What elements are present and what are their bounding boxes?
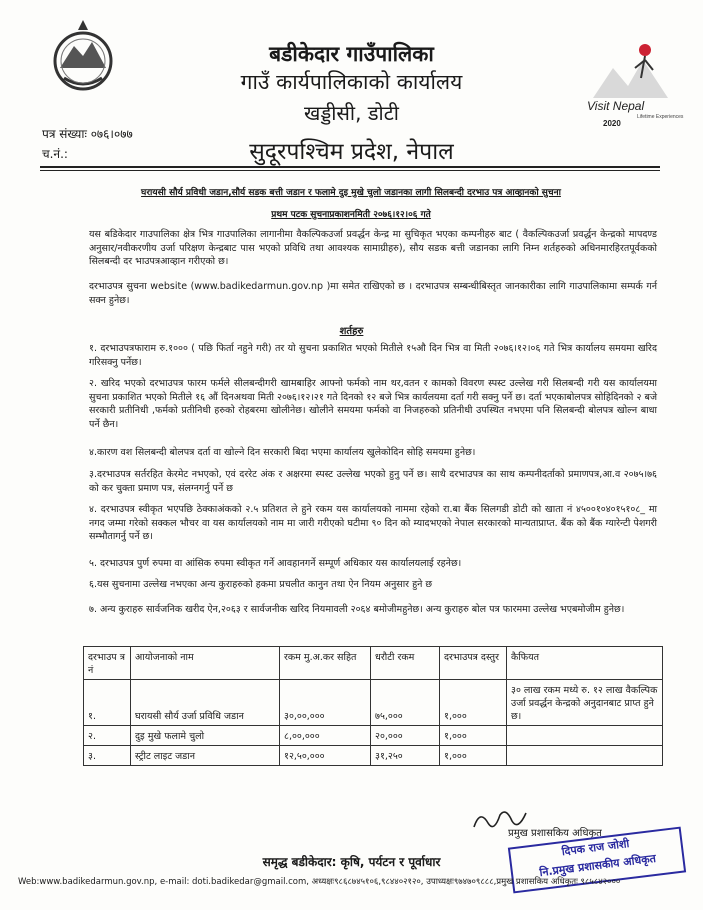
cell-remarks [507, 726, 663, 746]
cell-project: घरायसी सौर्य उर्जा प्रविधि जडान [131, 680, 280, 726]
table-row [84, 726, 663, 746]
cell-project: दुइ मुखे फलामे चुलो [131, 726, 280, 746]
cell-deposit: ३१,२५० [371, 746, 440, 766]
tender-table [83, 646, 663, 766]
col-header: दरभाउपत्र दस्तुर [440, 647, 507, 680]
notice-intro-paragraph: यस बडिकेदार गाउपालिका क्षेत्र भित्र गाउपालिका लागानीमा वैकल्पिकउर्जा प्रवर्द्धन केन्द्र मा सुचिकृत भएका कम्पनीहरु बाट ( वैकल्पिकउर्जा प्रवर्द्धन केन्द्रको मापदण्ड अनुसार/नवीकरणीय उर्जा परिक्षण केन्द्रबाट पास भएको प्रविधि तथा आवश्यक सामाग्रीहरु), सौय सडक बत्ती जडानका लागि निम्न शर्तहरुको अधिनमारहिरतपूर्वकको सिलबन्दी दर भाउपत्रआव्हान गरीएको छ। [89, 229, 657, 267]
table-header-row [84, 647, 663, 680]
header-divider-thin [40, 170, 660, 171]
col-header: रकम मु.अ.कर सहित [280, 647, 371, 680]
svg-text:2020: 2020 [603, 119, 621, 128]
condition-item: २. खरिद भएको दरभाउपत्र फारम फर्मले सीलबन्दीगरी खामबाहिर आफ्नो फर्मको नाम थर,वतन र कामको विवरण स्पस्ट उल्लेख गरी सिलबन्दी गरी यस कार्यालयमा सुचना प्रकाशित भएको मितीले १६ औं दिनअथवा मिती २०७६।१२।२१ गते दिनको १२ बजे भित्र कार्यलयमा दर्ता गरी सक्नु पर्ने छ। दर्ता भएकाबोलपत्र सोहिदिनको २ बजे सरकारी प्रतीनिधी ,फर्मको प्रतीनिधी हरुको रोहबरमा खोलीनेछ। खोलीने समयमा फर्मको वा निजहरुको प्रतिनीधी उपस्थित नभएमा पनि सिलबन्दी बोलपत्र खोल्न बाधा पर्ने छैन। [89, 378, 657, 430]
cell-amount: ३०,००,००० [280, 680, 371, 726]
cell-deposit: ७५,००० [371, 680, 440, 726]
condition-item: ४. दरभाउपत्र स्वीकृत भएपछि ठेक्काअंकको २.५ प्रतिशत ले हुने रकम यस कार्यालयको नाममा रहेको रा.बा बैंक सिलगडी डोटी को खाता नं ४५००१०४०१५१०८_ मा नगद जम्मा गरेको सक्कल भौचर वा यस कार्यालयको नाम मा जारी गरीएको घटीमा ९० दिन को म्यादभएको नेपाल सरकारको मान्यताप्राप्त. बैंक को बैंक ग्यारेन्टी पेशगरी सम्भौतागर्नु पर्ने छ। [89, 504, 657, 542]
province-name: सुदूरपश्चिम प्रदेश, नेपाल [249, 139, 454, 165]
notice-publish-date: प्रथम पटक सुचनाप्रकाशनमिती २०७६।१२।०६ गते [271, 210, 431, 220]
cell-serial: ३. [84, 746, 131, 766]
condition-item: १. दरभाउपत्रफाराम रु.१००० ( पछि फिर्ता नहुने गरी) तर यो सुचना प्रकाशित भएको मितीले १५औ दिन भित्र वा मिती २०७६।१२।०६ गते भित्र कार्यालय समयमा खरिद गरिसक्नु पर्नेछ। [89, 343, 657, 368]
condition-item: ४.कारण वश सिलबन्दी बोलपत्र दर्ता वा खोल्ने दिन सरकारी बिदा भएमा कार्यालय खुलेकोदिन सोहि समयमा हुनेछ। [89, 447, 476, 458]
col-header: धरौटी रकम [371, 647, 440, 680]
stamp-designation: नि.प्रमुख प्रशासकीय अधिकृत [538, 851, 657, 880]
header-divider [40, 166, 660, 168]
col-header: दरभाउप त्र नं [84, 647, 131, 680]
condition-item: ३.दरभाउपत्र सर्तरहित केरमेट नभएको, एवं दररेट अंक र अक्षरमा स्पस्ट उल्लेख भएको हुनु पर्ने छ। साथै दरभाउपत्र का साथ कम्पनीदर्ताको प्रमाणपत्र,आ.व २०७५।७६ को कर चुक्ता प्रमाण पत्र, संलग्नगर्नु पर्ने छ [89, 469, 657, 494]
condition-item: ६.यस सुचनामा उल्लेख नभएका अन्य कुराहरुको हकमा प्रचलीत कानुन तथा ऐन नियम अनुसार हुने छ [89, 579, 433, 590]
conditions-heading: शर्तहरु [339, 326, 364, 337]
cell-amount: १२,५०,००० [280, 746, 371, 766]
cell-fee: १,००० [440, 680, 507, 726]
municipality-name: बडीकेदार गाउँपालिका [269, 42, 434, 66]
condition-item: ५. दरभाउपत्र पुर्ण रुपमा वा आंसिक रुपमा स्वीकृत गर्ने आवहानगर्ने सम्पूर्ण अधिकार यस कार्यालयलाई रहनेछ। [89, 558, 462, 569]
letter-ref-number: पत्र संख्याः ०७६।०७७ [42, 127, 133, 141]
cell-remarks: ३० लाख रकम मध्ये रु. १२ लाख वैकल्पिक उर्जा प्रवर्द्धन केन्द्रको अनुदानबाट प्राप्त हुने छ। [507, 680, 663, 726]
svg-text:Lifetime Experiences: Lifetime Experiences [637, 114, 684, 120]
office-name: गाउँ कार्यपालिकाको कार्यालय [240, 70, 463, 94]
signatory-title: प्रमुख प्रशासकिय अधिकृत [508, 828, 602, 839]
cell-fee: १,००० [440, 726, 507, 746]
col-header: कैफियत [507, 647, 663, 680]
cell-project: स्ट्रीट लाइट जडान [131, 746, 280, 766]
footer-slogan: समृद्ध बडीकेदार: कृषि, पर्यटन र पूर्वाधार [262, 855, 441, 869]
cell-amount: ८,००,००० [280, 726, 371, 746]
cell-deposit: २०,००० [371, 726, 440, 746]
cell-fee: १,००० [440, 746, 507, 766]
cell-serial: २. [84, 726, 131, 746]
col-header: आयोजनाको नाम [131, 647, 280, 680]
cell-serial: १. [84, 680, 131, 726]
table-row [84, 680, 663, 726]
condition-item: ७. अन्य कुराहरु सार्वजनिक खरीद ऐन,२०६३ र सार्वजनीक खरिद नियमावली २०६४ बमोजीमहुनेछ। अन्य कुराहरु बोल पत्र फारममा उल्लेख भएबमोजीम हुनेछ। [89, 604, 625, 615]
table-row [84, 746, 663, 766]
notice-website-paragraph: दरभाउपत्र सुचना website (www.badikedarmun.gov.np )मा समेत राखिएको छ । दरभाउपत्र सम्बन्धीबिस्तृत जानकारीका लागि गाउपालिकामा सम्पर्क गर्न सक्न हुनेछ। [89, 281, 657, 306]
notice-subject: घरायसी सौर्य प्रविधी जडान,सौर्य सडक बत्ती जडान र फलामे दुइ मुखे चुलो जडानका लागी सिलबन्दी दरभाउ पत्र आव्हानको सुचना [141, 188, 561, 198]
office-location: खड्डीसी, डोटी [304, 101, 399, 125]
cell-remarks [507, 746, 663, 766]
svg-text:Visit Nepal: Visit Nepal [587, 99, 645, 113]
stamp-name: दिपक राज जोशी [560, 837, 630, 859]
dispatch-number: च.नं.: [42, 147, 68, 161]
footer-contact: Web:www.badikedarmun.gov.np, e-mail: doti.badikedar@gmail.com, अध्यक्षः९८६८७४५१०६,९८४४०२१२०, उपाध्यक्षः९७४७०९८८८,प्रमुख प्रशासकिय अधिकृतः ९८५८४२००० [18, 877, 621, 887]
